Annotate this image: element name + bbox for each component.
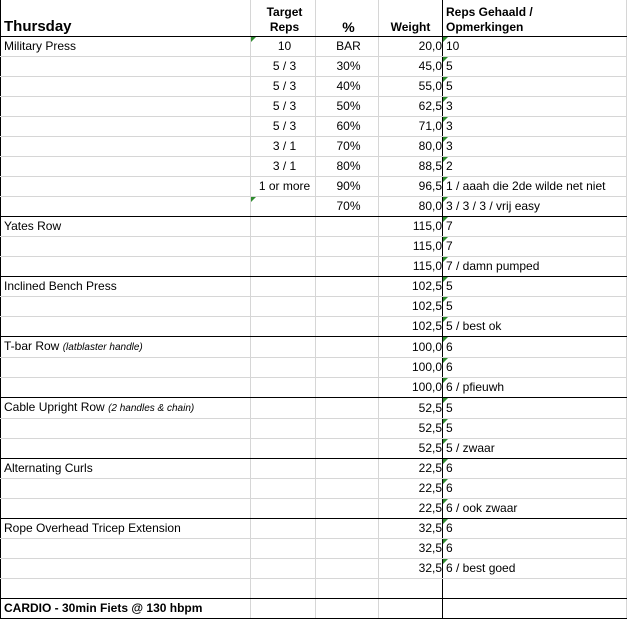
weight-cell[interactable] bbox=[379, 599, 443, 619]
table-row bbox=[1, 398, 627, 419]
exercise-cell[interactable] bbox=[1, 237, 251, 257]
target-reps-cell[interactable] bbox=[251, 559, 316, 579]
target-reps-cell[interactable] bbox=[251, 479, 316, 499]
table-row bbox=[1, 117, 627, 137]
table-row bbox=[1, 317, 627, 337]
exercise-cell[interactable] bbox=[1, 177, 251, 197]
notes-cell[interactable]: 1 / aaah die 2de wilde net niet bbox=[443, 177, 627, 197]
notes-cell[interactable]: 5 bbox=[443, 277, 627, 297]
percent-cell[interactable] bbox=[316, 297, 379, 317]
header-row bbox=[1, 0, 627, 37]
weight-cell[interactable]: 22,5 bbox=[379, 479, 443, 499]
table-row bbox=[1, 257, 627, 277]
exercise-cell[interactable] bbox=[1, 539, 251, 559]
target-reps-cell[interactable] bbox=[251, 358, 316, 378]
weight-cell[interactable]: 52,5 bbox=[379, 398, 443, 419]
target-reps-cell[interactable] bbox=[251, 439, 316, 459]
cardio-label: CARDIO - 30min Fiets @ 130 hbpm bbox=[4, 601, 203, 615]
weight-cell[interactable]: 102,5 bbox=[379, 297, 443, 317]
target-reps-cell[interactable]: 5 / 3 bbox=[251, 97, 316, 117]
notes-cell[interactable]: 3 / 3 / 3 / vrij easy bbox=[443, 197, 627, 217]
weight-cell[interactable]: 32,5 bbox=[379, 539, 443, 559]
percent-cell[interactable] bbox=[316, 499, 379, 519]
notes-cell[interactable]: 3 bbox=[443, 117, 627, 137]
weight-cell[interactable]: 20,0 bbox=[379, 37, 443, 57]
percent-cell[interactable]: 80% bbox=[316, 157, 379, 177]
target-reps-cell[interactable] bbox=[251, 378, 316, 398]
target-reps-cell[interactable]: 5 / 3 bbox=[251, 117, 316, 137]
percent-cell[interactable]: 60% bbox=[316, 117, 379, 137]
notes-cell[interactable]: 6 bbox=[443, 459, 627, 479]
target-reps-cell[interactable] bbox=[251, 237, 316, 257]
target-reps-cell[interactable] bbox=[251, 297, 316, 317]
table-row bbox=[1, 419, 627, 439]
weight-cell[interactable]: 55,0 bbox=[379, 77, 443, 97]
exercise-cell[interactable] bbox=[1, 217, 251, 237]
table-row bbox=[1, 459, 627, 479]
target-reps-cell[interactable]: 5 / 3 bbox=[251, 77, 316, 97]
exercise-cell[interactable] bbox=[1, 197, 251, 217]
target-reps-cell[interactable] bbox=[251, 419, 316, 439]
table-row bbox=[1, 237, 627, 257]
table-row bbox=[1, 439, 627, 459]
notes-cell[interactable]: 6 bbox=[443, 358, 627, 378]
percent-cell[interactable] bbox=[316, 217, 379, 237]
weight-cell[interactable] bbox=[379, 579, 443, 599]
exercise-cell[interactable] bbox=[1, 459, 251, 479]
percent-cell[interactable]: 90% bbox=[316, 177, 379, 197]
target-reps-cell[interactable] bbox=[251, 337, 316, 358]
header-day[interactable] bbox=[1, 0, 251, 37]
weight-cell[interactable]: 71,0 bbox=[379, 117, 443, 137]
weight-cell[interactable]: 100,0 bbox=[379, 337, 443, 358]
weight-cell[interactable]: 100,0 bbox=[379, 358, 443, 378]
notes-cell[interactable]: 3 bbox=[443, 137, 627, 157]
table-row bbox=[1, 297, 627, 317]
notes-cell[interactable]: 5 bbox=[443, 57, 627, 77]
notes-cell[interactable]: 6 bbox=[443, 519, 627, 539]
percent-cell[interactable] bbox=[316, 539, 379, 559]
exercise-cell[interactable] bbox=[1, 117, 251, 137]
table-row bbox=[1, 157, 627, 177]
notes-cell[interactable]: 6 bbox=[443, 337, 627, 358]
percent-cell[interactable] bbox=[316, 479, 379, 499]
target-reps-cell[interactable]: 3 / 1 bbox=[251, 137, 316, 157]
target-reps-cell[interactable] bbox=[251, 277, 316, 297]
target-reps-cell[interactable]: 1 or more bbox=[251, 177, 316, 197]
weight-cell[interactable]: 102,5 bbox=[379, 317, 443, 337]
exercise-cell[interactable] bbox=[1, 599, 251, 619]
exercise-name: Cable Upright Row bbox=[4, 400, 105, 414]
percent-cell[interactable] bbox=[316, 358, 379, 378]
target-reps-cell[interactable] bbox=[251, 197, 316, 217]
exercise-note: (2 handles & chain) bbox=[108, 403, 195, 414]
table-row bbox=[1, 57, 627, 77]
notes-cell[interactable]: 6 bbox=[443, 539, 627, 559]
notes-cell[interactable]: 6 / best goed bbox=[443, 559, 627, 579]
weight-cell[interactable]: 80,0 bbox=[379, 197, 443, 217]
day-title: Thursday bbox=[4, 18, 72, 35]
target-reps-cell[interactable] bbox=[251, 539, 316, 559]
weight-cell[interactable]: 52,5 bbox=[379, 419, 443, 439]
target-reps-cell[interactable]: 10 bbox=[251, 37, 316, 57]
percent-cell[interactable]: 70% bbox=[316, 137, 379, 157]
table-row bbox=[1, 37, 627, 57]
notes-cell[interactable]: 3 bbox=[443, 97, 627, 117]
table-row bbox=[1, 77, 627, 97]
exercise-cell[interactable] bbox=[1, 559, 251, 579]
weight-cell[interactable]: 88,5 bbox=[379, 157, 443, 177]
percent-cell[interactable] bbox=[316, 579, 379, 599]
percent-cell[interactable] bbox=[316, 337, 379, 358]
percent-cell[interactable]: 50% bbox=[316, 97, 379, 117]
header-weight[interactable]: Weight bbox=[379, 0, 443, 37]
weight-cell[interactable]: 96,5 bbox=[379, 177, 443, 197]
exercise-cell[interactable] bbox=[1, 378, 251, 398]
exercise-cell[interactable] bbox=[1, 579, 251, 599]
weight-cell[interactable]: 80,0 bbox=[379, 137, 443, 157]
notes-cell[interactable]: 5 bbox=[443, 77, 627, 97]
weight-cell[interactable]: 115,0 bbox=[379, 257, 443, 277]
exercise-cell[interactable] bbox=[1, 97, 251, 117]
exercise-cell[interactable] bbox=[1, 499, 251, 519]
notes-cell[interactable]: 5 / best ok bbox=[443, 317, 627, 337]
percent-cell[interactable] bbox=[316, 559, 379, 579]
weight-cell[interactable]: 102,5 bbox=[379, 277, 443, 297]
weight-cell[interactable]: 22,5 bbox=[379, 459, 443, 479]
exercise-cell[interactable] bbox=[1, 297, 251, 317]
notes-cell[interactable]: 10 bbox=[443, 37, 627, 57]
exercise-name: Alternating Curls bbox=[4, 461, 93, 475]
target-reps-cell[interactable]: 5 / 3 bbox=[251, 57, 316, 77]
percent-cell[interactable] bbox=[316, 277, 379, 297]
percent-cell[interactable] bbox=[316, 439, 379, 459]
percent-cell[interactable] bbox=[316, 599, 379, 619]
notes-cell[interactable]: 6 / pfieuwh bbox=[443, 378, 627, 398]
notes-cell[interactable]: 5 / zwaar bbox=[443, 439, 627, 459]
exercise-cell[interactable] bbox=[1, 398, 251, 419]
header-percent[interactable]: % bbox=[316, 0, 379, 37]
weight-cell[interactable]: 115,0 bbox=[379, 237, 443, 257]
percent-cell[interactable] bbox=[316, 237, 379, 257]
table-row bbox=[1, 378, 627, 398]
table-row bbox=[1, 217, 627, 237]
exercise-cell[interactable] bbox=[1, 277, 251, 297]
weight-cell[interactable]: 115,0 bbox=[379, 217, 443, 237]
target-reps-cell[interactable] bbox=[251, 459, 316, 479]
table-row bbox=[1, 97, 627, 117]
target-reps-cell[interactable] bbox=[251, 519, 316, 539]
exercise-name: Yates Row bbox=[4, 219, 62, 233]
weight-cell[interactable]: 32,5 bbox=[379, 519, 443, 539]
table-row bbox=[1, 559, 627, 579]
percent-cell[interactable] bbox=[316, 378, 379, 398]
percent-cell[interactable]: BAR bbox=[316, 37, 379, 57]
table-row bbox=[1, 277, 627, 297]
notes-cell[interactable]: 6 / ook zwaar bbox=[443, 499, 627, 519]
table-row bbox=[1, 137, 627, 157]
notes-cell[interactable]: 2 bbox=[443, 157, 627, 177]
exercise-cell[interactable] bbox=[1, 77, 251, 97]
table-row bbox=[1, 579, 627, 599]
target-reps-cell[interactable] bbox=[251, 317, 316, 337]
notes-cell[interactable] bbox=[443, 599, 627, 619]
exercise-cell[interactable] bbox=[1, 337, 251, 358]
target-reps-cell[interactable] bbox=[251, 499, 316, 519]
exercise-cell[interactable] bbox=[1, 157, 251, 177]
target-reps-cell[interactable]: 3 / 1 bbox=[251, 157, 316, 177]
exercise-name: Rope Overhead Tricep Extension bbox=[4, 521, 181, 535]
weight-cell[interactable]: 45,0 bbox=[379, 57, 443, 77]
exercise-name: T-bar Row bbox=[4, 339, 60, 353]
exercise-note: (latblaster handle) bbox=[62, 342, 143, 353]
notes-cell[interactable] bbox=[443, 579, 627, 599]
table-row bbox=[1, 599, 627, 619]
percent-cell[interactable]: 70% bbox=[316, 197, 379, 217]
exercise-cell[interactable] bbox=[1, 137, 251, 157]
weight-cell[interactable]: 52,5 bbox=[379, 439, 443, 459]
exercise-cell[interactable] bbox=[1, 358, 251, 378]
table-row bbox=[1, 499, 627, 519]
weight-cell[interactable]: 100,0 bbox=[379, 378, 443, 398]
notes-cell[interactable]: 5 bbox=[443, 419, 627, 439]
exercise-cell[interactable] bbox=[1, 317, 251, 337]
table-row bbox=[1, 479, 627, 499]
table-row bbox=[1, 197, 627, 217]
table-row bbox=[1, 539, 627, 559]
weight-cell[interactable]: 32,5 bbox=[379, 559, 443, 579]
notes-cell[interactable]: 5 bbox=[443, 297, 627, 317]
header-notes[interactable]: Reps Gehaald / Opmerkingen bbox=[443, 0, 627, 37]
target-reps-cell[interactable] bbox=[251, 599, 316, 619]
target-reps-cell[interactable] bbox=[251, 217, 316, 237]
exercise-cell[interactable] bbox=[1, 439, 251, 459]
notes-cell[interactable]: 7 bbox=[443, 217, 627, 237]
exercise-cell[interactable] bbox=[1, 37, 251, 57]
weight-cell[interactable]: 62,5 bbox=[379, 97, 443, 117]
percent-cell[interactable]: 30% bbox=[316, 57, 379, 77]
table-row bbox=[1, 177, 627, 197]
percent-cell[interactable] bbox=[316, 257, 379, 277]
exercise-cell[interactable] bbox=[1, 257, 251, 277]
notes-cell[interactable]: 7 / damn pumped bbox=[443, 257, 627, 277]
table-row bbox=[1, 519, 627, 539]
exercise-cell[interactable] bbox=[1, 57, 251, 77]
percent-cell[interactable] bbox=[316, 459, 379, 479]
header-target-reps[interactable]: Target Reps bbox=[251, 0, 316, 37]
notes-cell[interactable]: 5 bbox=[443, 398, 627, 419]
target-reps-cell[interactable] bbox=[251, 398, 316, 419]
notes-cell[interactable]: 7 bbox=[443, 237, 627, 257]
percent-cell[interactable]: 40% bbox=[316, 77, 379, 97]
weight-cell[interactable]: 22,5 bbox=[379, 499, 443, 519]
exercise-name: Inclined Bench Press bbox=[4, 279, 117, 293]
percent-cell[interactable] bbox=[316, 398, 379, 419]
percent-cell[interactable] bbox=[316, 419, 379, 439]
percent-cell[interactable] bbox=[316, 519, 379, 539]
target-reps-cell[interactable] bbox=[251, 579, 316, 599]
notes-cell[interactable]: 6 bbox=[443, 479, 627, 499]
target-reps-cell[interactable] bbox=[251, 257, 316, 277]
exercise-cell[interactable] bbox=[1, 419, 251, 439]
table-row bbox=[1, 358, 627, 378]
table-row bbox=[1, 337, 627, 358]
percent-cell[interactable] bbox=[316, 317, 379, 337]
exercise-cell[interactable] bbox=[1, 479, 251, 499]
exercise-name: Military Press bbox=[4, 39, 77, 53]
exercise-cell[interactable] bbox=[1, 519, 251, 539]
